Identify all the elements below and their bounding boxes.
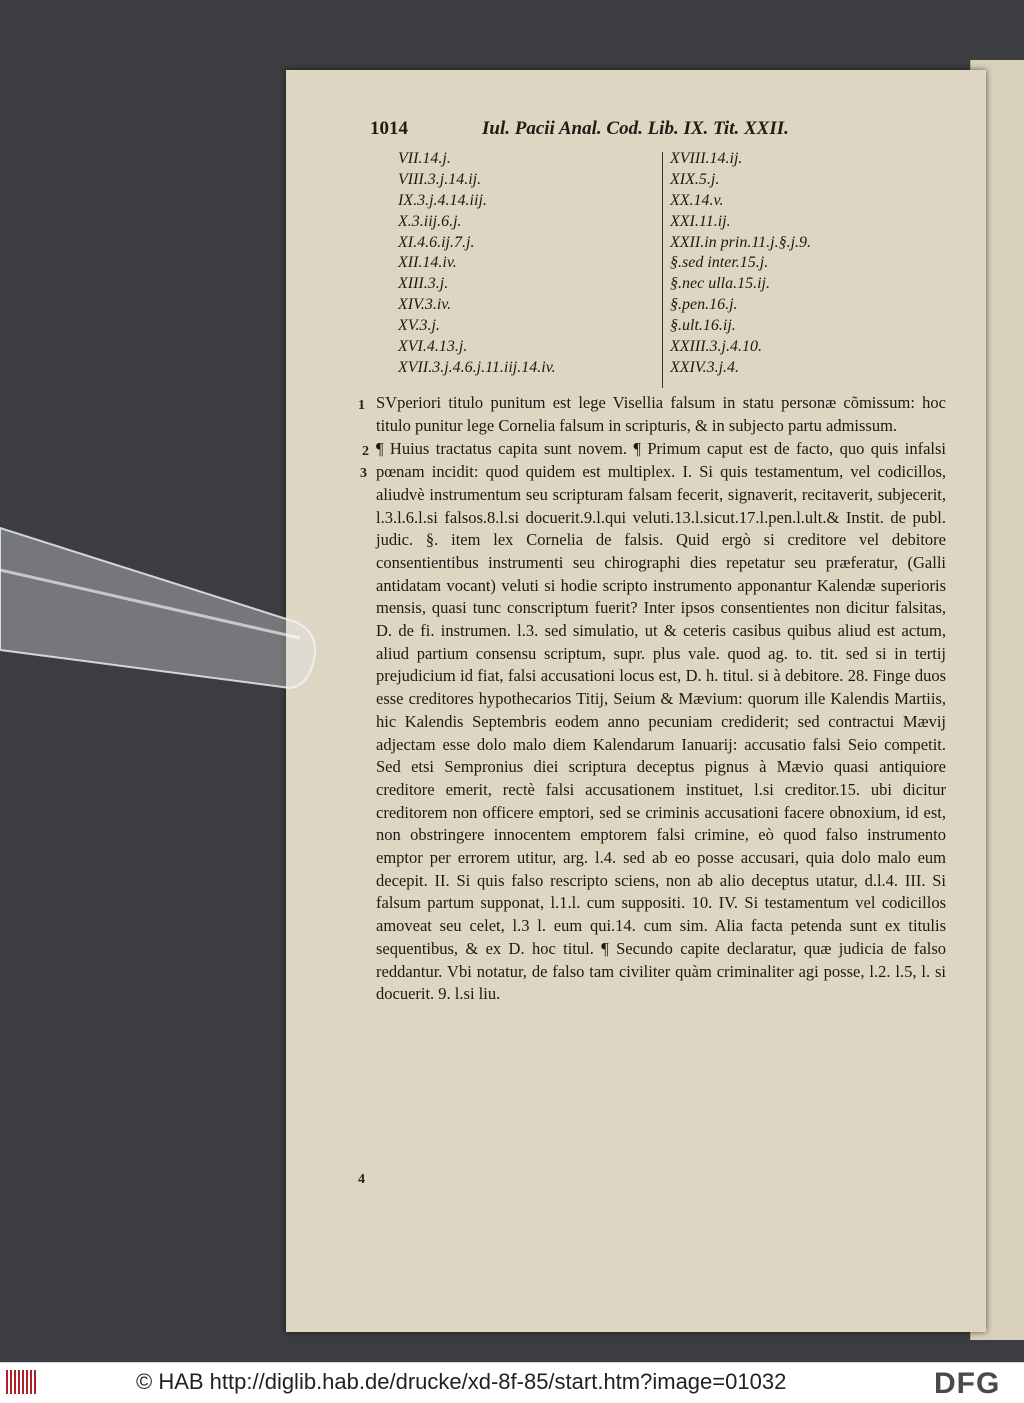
index-column-left [398,150,660,380]
index-entry: X.3.iij.6.j. [398,212,462,230]
running-title: Iul. Pacii Anal. Cod. Lib. IX. Tit. XXII. [482,118,789,139]
index-entry: §.nec ulla.15.ij. [670,275,770,293]
index-entry: XXIV.3.j.4. [670,358,740,376]
index-entry: §.sed inter.15.j. [670,254,769,272]
index-column-right [670,150,910,380]
footer-citation[interactable]: © HAB http://diglib.hab.de/drucke/xd-8f-85/start.htm?image=01032 [136,1369,787,1394]
barcode-icon [6,1370,40,1394]
body-text [376,392,946,1007]
index-entry: XIII.3.j. [398,275,449,293]
page-header [370,118,880,144]
index-entry: XXI.11.ij. [670,212,731,230]
index-entry: §.pen.16.j. [670,296,738,314]
index-entry: VIII.3.j.14.ij. [398,170,482,188]
margin-number: 3 [360,466,367,481]
index-entry: XV.3.j. [398,317,440,335]
index-entry: XIV.3.iv. [398,296,452,314]
margin-number: 2 [362,444,369,459]
paragraph: ¶ Huius tractatus capita sunt novem. ¶ Primum caput est de facto, quo quis infalsi pœnam incidit: quod quidem est multiplex. I. Si quis testamentum, vel codicillos, aliudvè instrumentum seu scripturam falsam fecerit, signaverit, recitaverit, subjecerit, l.3.l.6.l.si falsos.8.l.si docuerit.9.l.qui veluti.13.l.sicut.17.l.pen.l.ult.& Instit. de publ. judic. §. item lex Cornelia de falsis. Quid ergò si creditore vel debitore consentientibus instrumenti seu chirographi dies repetatur seu præferatur, (Galli antidatam vocant) veluti si hodie scripto instrumento apponantur Kalendæ superioris mensis, quasi tunc conscriptum fuerit? Inter ipsos consentientes non dicitur falsitas, D. de fi. instrumen. l.3. sed simulatio, ut & ceteris casibus quibus aliud est actum, aliud partium consensu scriptum, supr. plus vale. quod ag. to. tit. sed si in tertij prejudicium id fiat, falsi accusationi locus est, D. h. titul. si à debitore. 28. Finge duos esse creditores hypothecarios Titij, Seium & Mævium: quorum ille Kalendis Martiis, hic Kalendis Septembris eodem anno pecuniam crediderit; sed contractui Mævij adjectam esse dolo malo diem Kalendarum Ianuarij: accusatio falsi Seio competit. Sed etsi Sempronius diei scriptura deceptus pignus à Mævio quasi antiquiore creditore emerit, rectè falsi accusationem instituet, l.si creditor.15. ubi dicitur creditorem non officere emptori, sed se criminis accusationi facere obnoxium, id est, non obstringere innocentem emptorem falsi crimine, eò quod falso instrumento emptor per errorem utitur, arg. l.4. sed ab eo posse accusari, quia dolo malo eum decepit. II. Si quis falso rescripto sciens, non ab alio deceptus utatur, d.l.4. III. Si falsum partum supponat, l.1.l. cum suppositi. 10. IV. Si testamentum vel codicillos amoveat seu celet, l.3 l. eum qui.14. cum sim. Alia facta petenda sunt ex titulis sequentibus, & ex D. hoc titul. ¶ Secundo capite declaratur, quæ judicia de falso reddantur. Vbi notatur, de falso tam civiliter quàm criminaliter agi posse, l.2. l.5, l. si docuerit. 9. l.si liu. [376,439,946,1004]
index-entry: XX.14.v. [670,191,724,209]
margin-number: 4 [358,1172,365,1187]
index-entry: XVI.4.13.j. [398,338,468,356]
index-entry: XI.4.6.ij.7.j. [398,233,475,251]
margin-number: 1 [358,398,365,413]
index-entry: XXIII.3.j.4.10. [670,338,762,356]
index-entry: §.ult.16.ij. [670,317,736,335]
plexiglass-clip [0,510,320,710]
index-entry: VII.14.j. [398,150,451,167]
paragraph: SVperiori titulo punitum est lege Visellia falsum in statu personæ cõmissum: hoc titulo punitur lege Cornelia falsum in scripturis, & in subjecto partu admissum. [376,393,946,435]
viewer-footer [0,1362,1024,1403]
index-entry: XII.14.iv. [398,254,457,272]
dfg-logo: DFG [934,1367,1001,1400]
index-table [398,150,918,390]
page-number: 1014 [370,118,408,139]
index-entry: XVIII.14.ij. [670,150,743,167]
index-divider [662,152,663,388]
index-entry: IX.3.j.4.14.iij. [398,191,487,209]
index-entry: XVII.3.j.4.6.j.11.iij.14.iv. [398,358,556,376]
index-entry: XIX.5.j. [670,170,720,188]
index-entry: XXII.in prin.11.j.§.j.9. [670,233,812,251]
